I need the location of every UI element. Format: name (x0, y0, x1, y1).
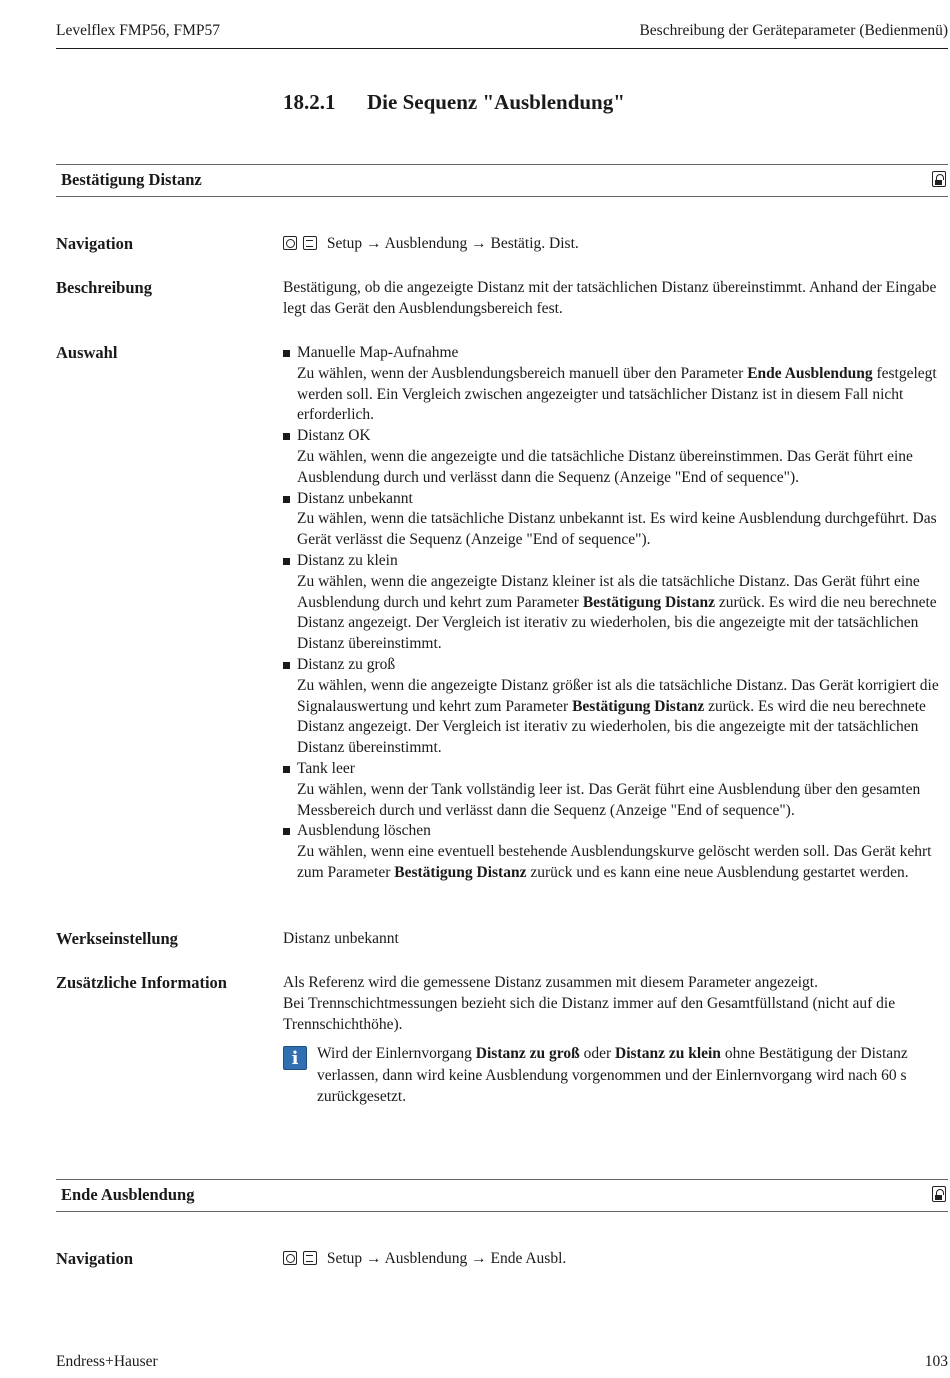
option-text: zurück. Es wird die neu berechnete Distanz angezeigt. Der Vergleich ist iterativ zu wiederholen, bis die angezeigte mit der tatsächlichen Distanz übereinstimmt. (297, 593, 937, 653)
display-key-icon (303, 236, 317, 250)
label-navigation: Navigation (56, 234, 134, 253)
operating-key-icon (283, 1251, 297, 1265)
additional-info-line: Als Referenz wird die gemessene Distanz zusammen mit diesem Parameter angezeigt. (283, 974, 818, 991)
option-text: festgelegt werden soll. Ein Vergleich zwischen angezeigter und tatsächlicher Distanz ist in diesem Fall nicht erforderlich. (297, 364, 937, 424)
label-additional-info: Zusätzliche Information (56, 973, 227, 992)
option-text: Zu wählen, wenn eine eventuell bestehende Ausblendungskurve gelöscht werden soll. Das Gerät kehrt zum Parameter (297, 843, 932, 881)
list-item (283, 821, 948, 883)
factory-setting-value: Distanz unbekannt (283, 930, 399, 947)
label-factory-setting: Werkseinstellung (56, 929, 178, 948)
lock-icon (932, 1186, 946, 1202)
section-heading (283, 90, 625, 115)
info-note-text: Wird der Einlernvorgang (317, 1045, 472, 1062)
option-parameter-ref: Ende Ausblendung (747, 364, 873, 382)
option-text: Zu wählen, wenn der Tank vollständig leer ist. Das Gerät führt eine Ausblendung über den gesamten Messbereich durch und verlässt dann die Sequenz (Anzeige "End of sequence"). (297, 780, 921, 819)
page-number: 103 (924, 1353, 948, 1370)
option-text: Zu wählen, wenn die tatsächliche Distanz unbekannt ist. Es wird keine Ausblendung durchgeführt. Das Gerät verlässt die Sequenz (Anzeige "End of sequence"). (297, 510, 937, 549)
option-text: Zu wählen, wenn die angezeigte und die tatsächliche Distanz übereinstimmen. Das Gerät führt eine Ausblendung durch und verlässt dann die Sequenz (Anzeige "End of sequence"). (297, 447, 913, 486)
list-item (283, 759, 948, 821)
option-name: Distanz OK (297, 427, 371, 445)
label-selection: Auswahl (56, 343, 118, 362)
header-document-title: Levelflex FMP56, FMP57 (56, 22, 221, 39)
option-name: Distanz zu groß (297, 655, 396, 673)
option-text: Zu wählen, wenn die angezeigte Distanz kleiner ist als die tatsächliche Distanz. Das Gerät führt eine Ausblendung durch und kehrt zum Parameter (297, 572, 920, 611)
option-parameter-ref: Bestätigung Distanz (572, 697, 705, 715)
section-number: 18.2.1 (283, 90, 336, 114)
section-title: Die Sequenz "Ausblendung" (367, 90, 625, 114)
list-item (283, 426, 948, 488)
option-text: Zu wählen, wenn die angezeigte Distanz größer ist als die tatsächliche Distanz. Das Gerät korrigiert die Signalauswertung und kehrt zum Parameter (297, 676, 939, 715)
info-note-text: oder (583, 1045, 612, 1062)
operating-key-icon (283, 236, 297, 250)
list-item (283, 551, 948, 655)
info-note (317, 1043, 948, 1108)
navigation-path (283, 1249, 948, 1270)
option-name: Tank leer (297, 759, 355, 777)
list-item (283, 343, 948, 426)
parameter-name: Ende Ausblendung (61, 1185, 195, 1204)
option-text: Zu wählen, wenn der Ausblendungsbereich manuell über den Parameter (297, 364, 744, 382)
parameter-header-ende-ausblendung (56, 1179, 948, 1212)
navigation-path-text: Setup → Ausblendung → Ende Ausbl. (326, 1250, 567, 1267)
list-item (283, 489, 948, 551)
option-text: zurück und es kann eine neue Ausblendung gestartet werden. (530, 863, 909, 881)
option-name: Distanz zu klein (297, 551, 398, 569)
description-text: Bestätigung, ob die angezeigte Distanz mit der tatsächlichen Distanz übereinstimmt. Anhand der Eingabe legt das Gerät den Ausblendungsbereich fest. (283, 279, 937, 317)
info-note-text: ohne Bestätigung der Distanz verlassen, dann wird keine Ausblendung vorgenommen und der Einlernvorgang wird nach 60 s zurückgesetzt. (317, 1045, 908, 1105)
option-name: Manuelle Map-Aufnahme (297, 344, 459, 361)
info-note-parameter: Distanz zu groß (475, 1045, 580, 1062)
option-name: Distanz unbekannt (297, 489, 413, 507)
option-parameter-ref: Bestätigung Distanz (582, 593, 716, 611)
list-item (283, 655, 948, 759)
lock-icon (932, 171, 946, 187)
selection-list-container (283, 343, 948, 884)
label-navigation: Navigation (56, 1249, 134, 1268)
parameter-header-bestaetigung-distanz (56, 164, 948, 197)
additional-info-text (283, 973, 948, 1035)
header-chapter-title: Beschreibung der Geräteparameter (Bedienmenü) (639, 22, 948, 39)
additional-info-line: Bei Trennschichtmessungen bezieht sich die Distanz immer auf den Gesamtfüllstand (nicht auf die Trennschichthöhe). (283, 994, 896, 1033)
header-rule (56, 48, 948, 49)
display-key-icon (303, 1251, 317, 1265)
option-parameter-ref: Bestätigung Distanz (394, 863, 527, 881)
selection-list (283, 343, 948, 884)
label-description: Beschreibung (56, 278, 152, 297)
info-icon: i (283, 1046, 307, 1070)
parameter-name: Bestätigung Distanz (61, 170, 202, 189)
option-text: zurück. Es wird die neu berechnete Distanz angezeigt. Der Vergleich ist iterativ zu wiederholen, bis die angezeigte mit der tatsächlichen Distanz übereinstimmt. (297, 697, 926, 757)
footer-company: Endress+Hauser (56, 1353, 158, 1370)
info-note-parameter: Distanz zu klein (615, 1045, 721, 1062)
navigation-path-text: Setup → Ausblendung → Bestätig. Dist. (326, 235, 579, 252)
navigation-path (283, 234, 948, 255)
option-name: Ausblendung löschen (297, 822, 431, 840)
